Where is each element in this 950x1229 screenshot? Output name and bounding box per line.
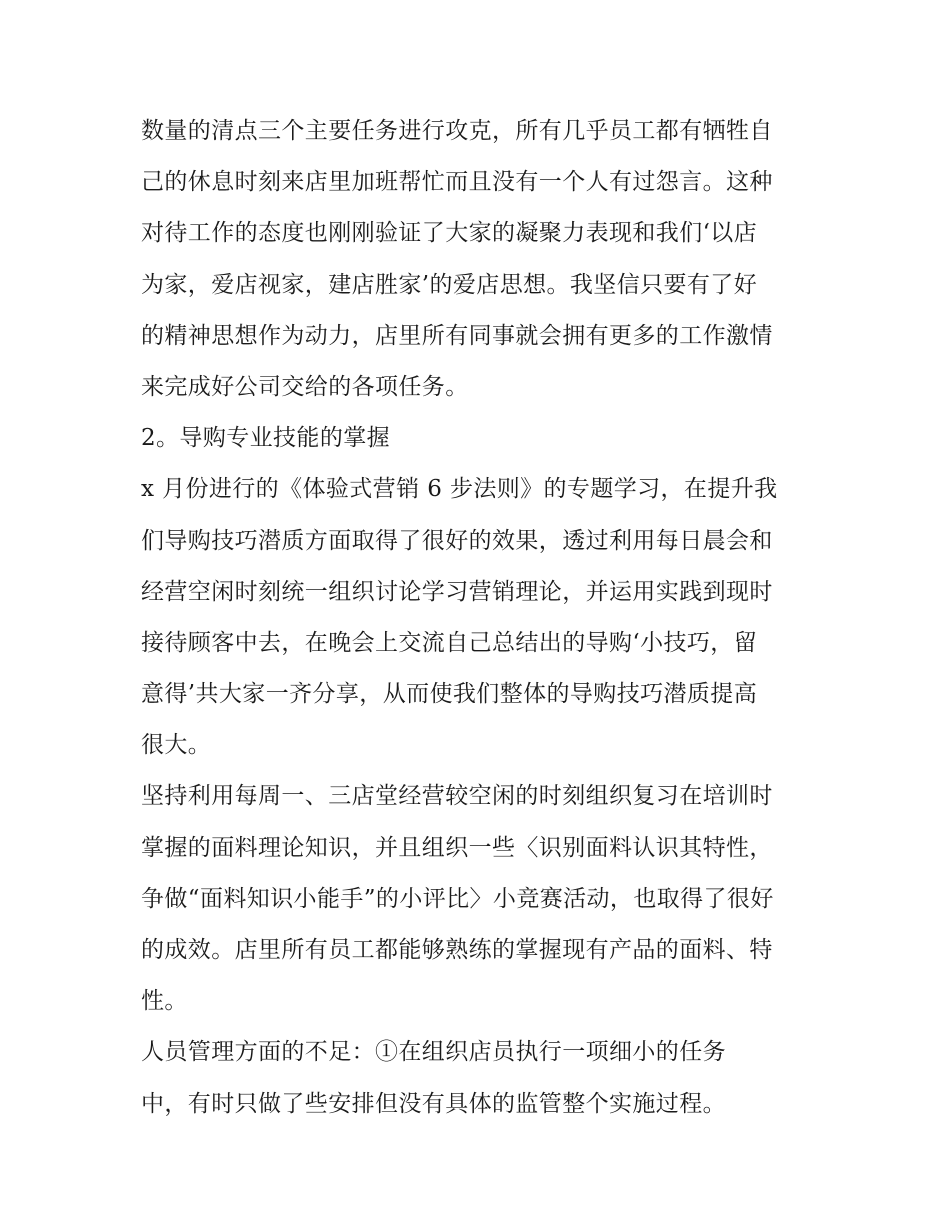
text-line: 掌握的面料理论知识，并且组织一些〈识别面料认识其特性， [141, 834, 773, 861]
text-line: 坚持利用每周一、三店堂经营较空闲的时刻组织复习在培训时 [141, 783, 773, 810]
text-line: 争做“面料知识小能手”的小评比〉小竞赛活动，也取得了很好 [141, 885, 774, 912]
text-line: 的成效。店里所有员工都能够熟练的掌握现有产品的面料、特 [141, 937, 773, 963]
text-line: 数量的清点三个主要任务进行攻克，所有几乎员工都有牺牲自 [141, 118, 773, 144]
text-line: 对待工作的态度也刚刚验证了大家的凝聚力表现和我们‘以店 [141, 220, 758, 247]
text-line: x 月份进行的《体验式营销 6 步法则》的专题学习，在提升我 [141, 476, 778, 503]
text-line: 为家，爱店视家，建店胜家’的爱店思想。我坚信只要有了好 [141, 271, 758, 298]
text-line: 意得’共大家一齐分享，从而使我们整体的导购技巧潜质提高 [141, 681, 758, 708]
text-line: 的精神思想作为动力，店里所有同事就会拥有更多的工作激情 [141, 322, 773, 349]
text-line: 中，有时只做了些安排但没有具体的监管整个实施过程。 [141, 1090, 726, 1117]
section-heading: 2。导购专业技能的掌握 [141, 425, 391, 452]
text-line: 们导购技巧潜质方面取得了很好的效果，透过利用每日晨会和 [141, 527, 773, 554]
text-line: 人员管理方面的不足：①在组织店员执行一项细小的任务 [141, 1039, 726, 1066]
text-line: 经营空闲时刻统一组织讨论学习营销理论，并运用实践到现时 [141, 578, 773, 605]
text-line: 很大。 [141, 732, 212, 759]
text-line: 接待顾客中去，在晚会上交流自己总结出的导购‘小技巧，留 [141, 629, 758, 656]
document-body [141, 106, 821, 1130]
text-line: 性。 [141, 988, 188, 1015]
text-line: 己的休息时刻来店里加班帮忙而且没有一个人有过怨言。这种 [141, 169, 773, 196]
text-line: 来完成好公司交给的各项任务。 [141, 373, 469, 400]
